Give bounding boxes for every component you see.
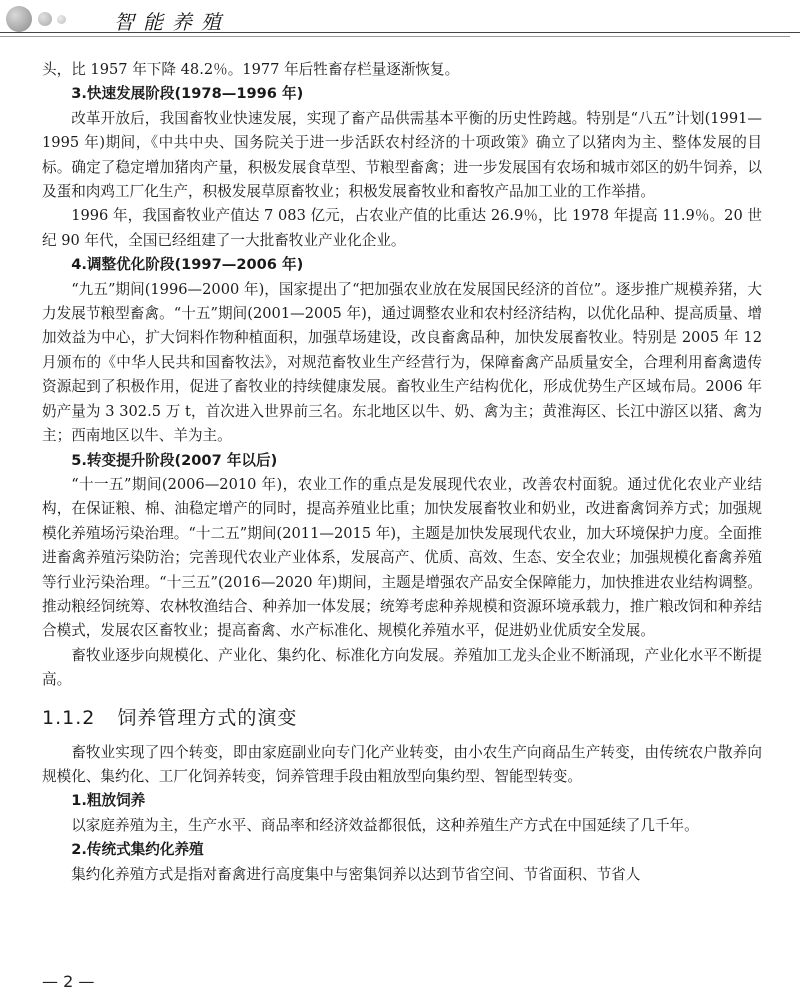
body-paragraph: 1996 年，我国畜牧业产值达 7 083 亿元，占农业产值的比重达 26.9％，比 1978 年提高 11.9％。20 世纪 90 年代，全国已经组建了一大批畜牧业产业化企业。 bbox=[42, 207, 762, 249]
body-paragraph: 头，比 1957 年下降 48.2％。1977 年后牲畜存栏量逐渐恢复。 bbox=[42, 61, 460, 78]
page-number: — 2 — bbox=[42, 972, 95, 991]
section-title: 饲养管理方式的演变 bbox=[117, 706, 298, 729]
body-paragraph: 集约化养殖方式是指对畜禽进行高度集中与密集饲养以达到节省空间、节省面积、节省人 bbox=[71, 865, 641, 883]
section-heading bbox=[42, 701, 762, 735]
decoration-dot-medium bbox=[38, 12, 52, 26]
subheading-extensive-feeding: 1.粗放饲养 bbox=[71, 792, 146, 810]
decoration-dot-small bbox=[57, 15, 66, 24]
body-paragraph: “九五”期间(1996—2000 年)，国家提出了“把加强农业放在发展国民经济的首位”。逐步推广规模养猪，大力发展节粮型畜禽。“十五”期间(2001—2005 年)，通过调整农业和农村经济结构，以优化品种、提高质量、增加效益为中心，扩大饲料作物种植面积，加强草场建设，改良畜禽品种，加快发展畜牧业。特别是 2005 年 12 月颁布的《中华人民共和国畜牧法》，对规范畜牧业生产经营行为，保障畜禽产品质量安全，合理利用畜禽遗传资源起到了积极作用，促进了畜牧业的持续健康发展。畜牧业生产结构优化，形成优势生产区域布局。2006 年奶产量为 3 302.5 万 t，首次进入世界前三名。东北地区以牛、奶、禽为主；黄淮海区、长江中游区以猪、禽为主；西南地区以牛、羊为主。 bbox=[42, 280, 762, 445]
decoration-dot-large bbox=[6, 6, 32, 32]
header-rule-thin bbox=[0, 36, 790, 37]
running-header-title: 智能养殖 bbox=[114, 10, 230, 34]
page-header bbox=[0, 0, 800, 44]
subheading-stage-3: 3.快速发展阶段(1978—1996 年) bbox=[71, 85, 304, 103]
body-paragraph: 以家庭养殖为主，生产水平、商品率和经济效益都很低，这种养殖生产方式在中国延续了几千年。 bbox=[71, 816, 699, 834]
body-paragraph: “十一五”期间(2006—2010 年)，农业工作的重点是发展现代农业，改善农村面貌。通过优化农业产业结构，在保证粮、棉、油稳定增产的同时，提高养殖业比重；加快发展畜牧业和奶业，改进畜禽饲养方式；加强规模化养殖场污染治理。“十二五”期间(2011—2015 年)，主题是加快发展现代农业，加大环境保护力度。全面推进畜禽养殖污染防治；完善现代农业产业体系，发展高产、优质、高效、生态、安全农业；加强规模化畜禽养殖等行业污染治理。“十三五”(2016—2020 年)期间，主题是增强农产品安全保障能力，加快推进农业结构调整。推动粮经饲统筹、农林牧渔结合、种养加一体发展；统筹考虑种养规模和资源环境承载力，推广粮改饲和种养结合模式，发展农区畜牧业；提高畜禽、水产标准化、规模化养殖水平，促进奶业优质安全发展。 bbox=[42, 475, 762, 640]
body-paragraph: 畜牧业逐步向规模化、产业化、集约化、标准化方向发展。养殖加工龙头企业不断涌现，产业化水平不断提高。 bbox=[42, 646, 762, 689]
body-paragraph: 改革开放后，我国畜牧业快速发展，实现了畜产品供需基本平衡的历史性跨越。特别是“八五”计划(1991—1995 年)期间，《中共中央、国务院关于进一步活跃农村经济的十项政策》确立了以猪肉为主、整体发展的目标。确定了稳定增加猪肉产量，积极发展食草型、节粮型畜禽；进一步发展国有农场和城市郊区的奶牛饲养，以及蛋和肉鸡工厂化生产，积极发展草原畜牧业；积极发展畜牧业和畜牧产品加工业的工作举措。 bbox=[42, 109, 762, 201]
subheading-intensive-farming: 2.传统式集约化养殖 bbox=[71, 841, 204, 859]
subheading-stage-4: 4.调整优化阶段(1997—2006 年) bbox=[71, 256, 304, 274]
body-paragraph: 畜牧业实现了四个转变，即由家庭副业向专门化产业转变，由小农生产向商品生产转变，由传统农户散养向规模化、集约化、工厂化饲养转变，饲养管理手段由粗放型向集约型、智能型转变。 bbox=[42, 743, 762, 785]
section-number: 1.1.2 bbox=[42, 706, 96, 729]
page-body bbox=[42, 58, 762, 887]
subheading-stage-5: 5.转变提升阶段(2007 年以后) bbox=[71, 451, 278, 469]
header-rule bbox=[0, 32, 800, 33]
